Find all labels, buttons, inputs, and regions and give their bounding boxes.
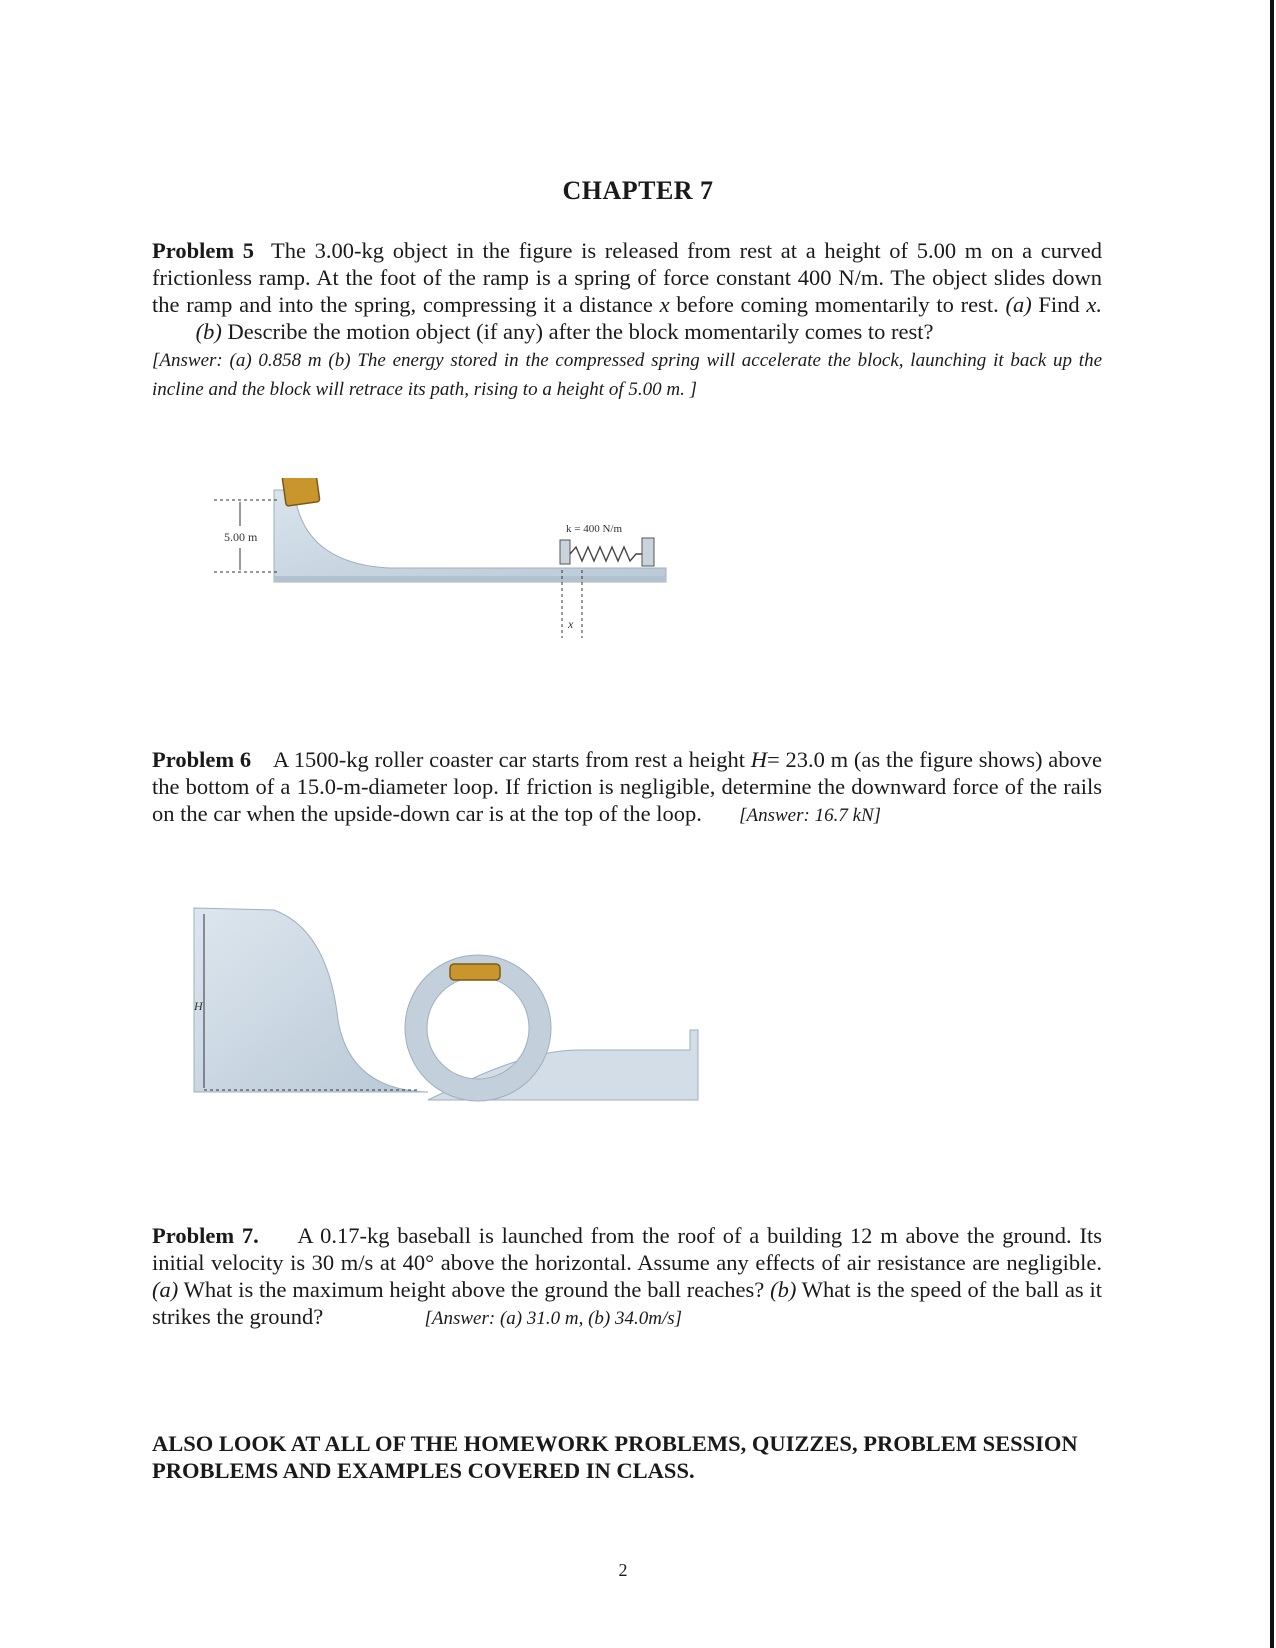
page-edge-line (1270, 0, 1274, 1648)
problem-7-part-a-text: What is the maximum height above the ground the ball reaches? (183, 1277, 765, 1302)
spring-constant-label: k = 400 N/m (566, 523, 623, 535)
sliding-block (282, 478, 320, 506)
problem-5-text-b: before coming momentarily to rest. (676, 292, 999, 317)
problem-6-text-b: = 23.0 m (as the figure shows) above the bottom of a 15.0-m-diameter loop. If friction is negligible, determine the downward force of the rails on the car when the upside-down car is at the top of the loop. (152, 747, 1102, 826)
page-number: 2 (618, 1560, 628, 1580)
ramp-floor-strip (274, 576, 666, 582)
roller-coaster-figure (178, 900, 718, 1130)
coaster-car (450, 964, 500, 980)
compression-label: x (568, 617, 574, 631)
problem-7-text-a: A 0.17-kg baseball is launched from the roof of a building 12 m above the ground. Its initial velocity is 30 m/s at 40° above the horizontal. Assume any effects of air resistance are negligible. (152, 1223, 1102, 1275)
height-label-h: H (194, 999, 203, 1013)
problem-5-part-b-text: Describe the motion object (if any) after the block momentarily comes to rest? (227, 319, 934, 344)
problem-7-part-a-label: (a) (152, 1277, 179, 1302)
problem-5 (152, 237, 1102, 403)
problem-7-label: Problem 7. (152, 1223, 259, 1248)
problem-7 (152, 1222, 1102, 1332)
problem-5-label: Problem 5 (152, 238, 255, 263)
spring (560, 538, 654, 566)
problem-5-part-a-text: Find (1038, 292, 1080, 317)
coaster-hill (194, 908, 428, 1092)
coaster-loop (416, 966, 540, 1090)
chapter-title: CHAPTER 7 (562, 176, 714, 205)
problem-5-text-a: The 3.00-kg object in the figure is released from rest at a height of 5.00 m on a curved frictionless ramp. At the foot of the ramp is a spring of force constant 400 N/m. The object slides down the ramp and into the spring, compressing it a distance (152, 238, 1103, 317)
problem-7-answer: [Answer: (a) 31.0 m, (b) 34.0m/s] (424, 1308, 683, 1329)
problem-5-answer: [Answer: (a) 0.858 m (b) The energy stored in the compressed spring will accelerate the block, launching it back up the incline and the block will retrace its path, rising to a height of 5.00 m. ] (152, 350, 1102, 400)
ramp-shape (274, 490, 666, 582)
problem-6-text-a: A 1500-kg roller coaster car starts from rest a height (273, 747, 745, 772)
problem-5-part-a-label: (a) (1005, 292, 1032, 317)
problem-6-label: Problem 6 (152, 747, 252, 772)
problem-5-part-b-label: (b) (195, 319, 222, 344)
problem-6 (152, 746, 1102, 829)
problem-6-answer: [Answer: 16.7 kN] (739, 805, 882, 826)
problem-5-part-a-var: x. (1086, 292, 1103, 317)
problem-7-part-b-label: (b) (770, 1277, 797, 1302)
height-label: 5.00 m (224, 530, 258, 544)
problem-7-part-b-text: What is the speed of the ball as it strikes the ground? (152, 1277, 1103, 1329)
ramp-spring-figure (210, 478, 710, 678)
problem-6-h-var: H (750, 747, 767, 772)
footer-note: ALSO LOOK AT ALL OF THE HOMEWORK PROBLEMS, QUIZZES, PROBLEM SESSION PROBLEMS AND EXAMPLES COVERED IN CLASS. (152, 1431, 1078, 1483)
problem-5-x-var: x (659, 292, 670, 317)
